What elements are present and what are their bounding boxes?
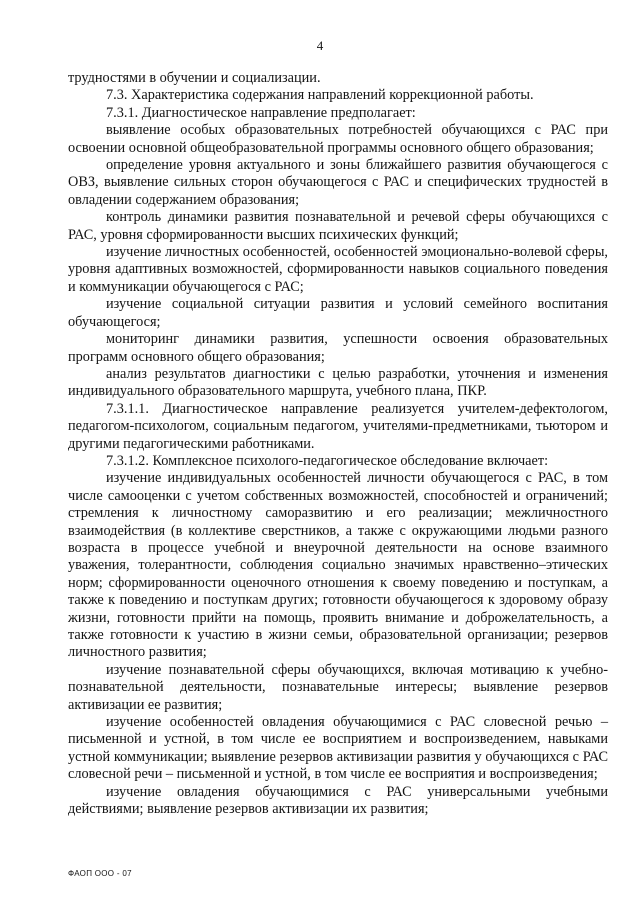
page-number: 4 bbox=[316, 38, 324, 53]
paragraph: изучение особенностей овладения обучающимися с РАС словесной речью – письменной и устной, в том числе ее восприятием и воспроизведением, навыками устной коммуникации; выявление резервов активизации развития у обучающихся с РАС словесной речи – письменной и устной, в том числе ее восприятия и воспроизведения; bbox=[68, 714, 608, 783]
footer-doc-code: ФАОП ООО - 07 bbox=[68, 869, 132, 878]
paragraph: мониторинг динамики развития, успешности освоения образовательных программ основного общего образования; bbox=[68, 331, 608, 365]
paragraph: изучение познавательной сферы обучающихся, включая мотивацию к учебно-познавательной деятельности, познавательные интересы; выявление резервов активизации ее развития; bbox=[68, 661, 608, 713]
paragraph: изучение индивидуальных особенностей личности обучающегося с РАС, в том числе самооценки с учетом собственных возможностей, способностей и ограничений; стремления к личностному саморазвитию и его реализации; межличностного взаимодействия (в коллективе сверстников, а также с окружающими людьми разного возраста в процессе учебной и внеурочной деятельности на основе взаимного уважения, толерантности, соблюдения социально значимых нравственно–этических норм; сформированности оценочного отношения к своему поведению и поступкам, а также к поведению и поступкам других; готовности обучающегося к здоровому образу жизни, готовности прийти на помощь, проявить внимание и доброжелательность, а также готовности к участию в жизни семьи, образовательной организации; резервов личностного развития; bbox=[68, 470, 608, 661]
paragraph: изучение овладения обучающимися с РАС универсальными учебными действиями; выявление резервов активизации их развития; bbox=[68, 783, 608, 818]
paragraph: изучение социальной ситуации развития и условий семейного воспитания обучающегося; bbox=[68, 296, 608, 330]
paragraph: выявление особых образовательных потребностей обучающихся с РАС при освоении основной общеобразовательной программы основного общего образования; bbox=[68, 122, 608, 156]
section-heading-7-3-1-2: 7.3.1.2. Комплексное психолого-педагогическое обследование включает: bbox=[106, 452, 549, 469]
paragraph: определение уровня актуального и зоны ближайшего развития обучающегося с ОВЗ, выявление сильных сторон обучающегося с РАС и специфических трудностей в овладении содержанием образования; bbox=[68, 157, 608, 208]
paragraph: контроль динамики развития познавательной и речевой сферы обучающихся с РАС, уровня сформированности высших психических функций; bbox=[68, 209, 608, 243]
paragraph: изучение личностных особенностей, особенностей эмоционально-волевой сферы, уровня адаптивных возможностей, сформированности навыков социального поведения и коммуникации обучающегося с РАС; bbox=[68, 244, 608, 295]
paragraph: анализ результатов диагностики с целью разработки, уточнения и изменения индивидуального образовательного маршрута, учебного плана, ПКР. bbox=[68, 365, 608, 400]
document-body bbox=[68, 70, 608, 818]
section-heading-7-3: 7.3. Характеристика содержания направлений коррекционной работы. bbox=[106, 87, 534, 104]
section-heading-7-3-1: 7.3.1. Диагностическое направление предполагает: bbox=[106, 104, 416, 121]
paragraph-continuation: трудностями в обучении и социализации. bbox=[68, 70, 321, 86]
section-7-3-1-1: 7.3.1.1. Диагностическое направление реализуется учителем-дефектологом, педагогом-психологом, социальным педагогом, учителями-предметниками, тьютором и другими педагогическими работниками. bbox=[68, 400, 608, 452]
